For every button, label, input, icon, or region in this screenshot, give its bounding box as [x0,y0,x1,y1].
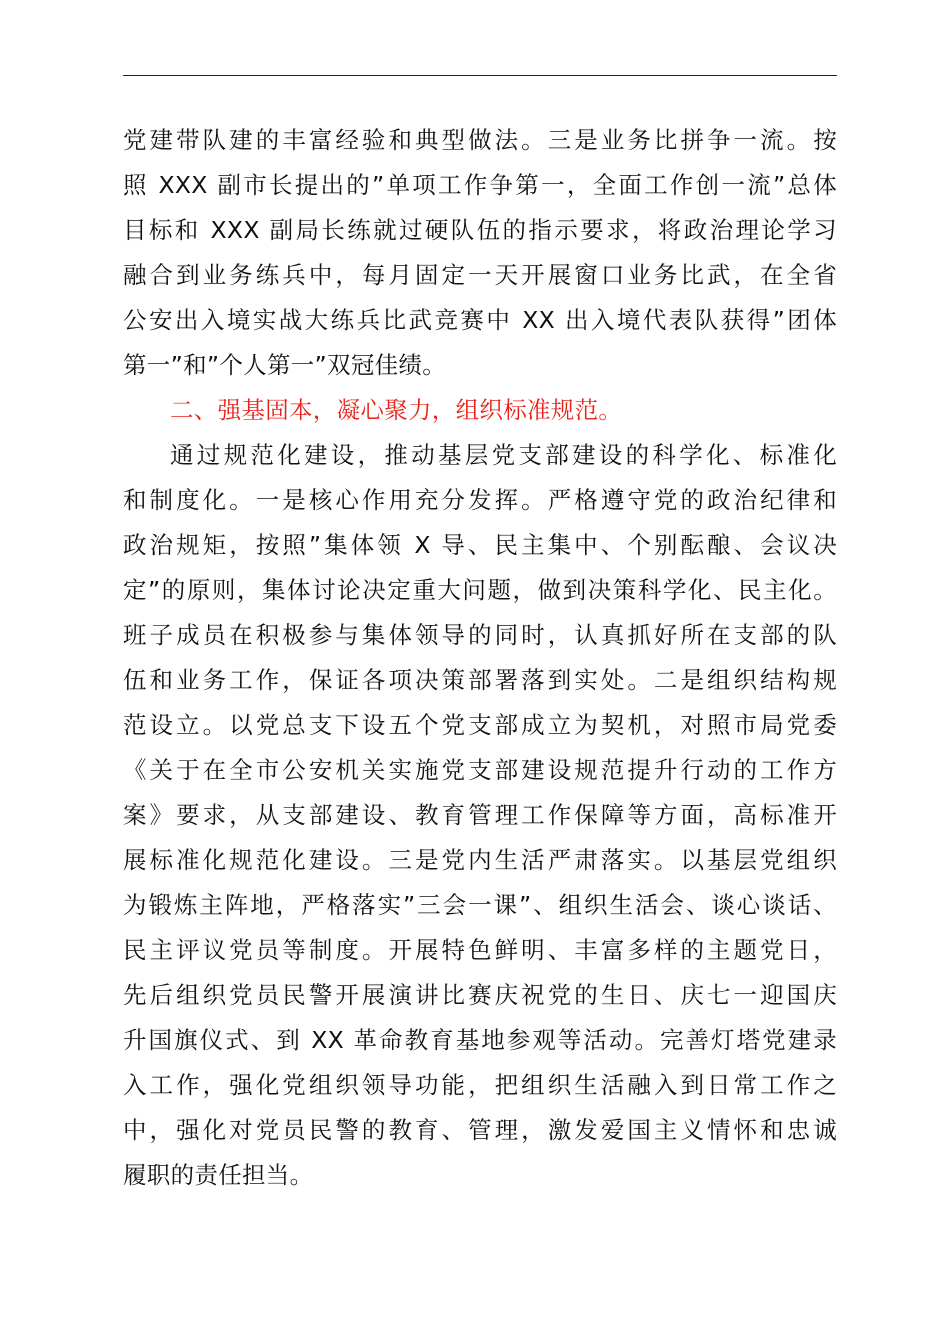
paragraph-line: 案》要求，从支部建设、教育管理工作保障等方面，高标准开 [123,801,837,829]
paragraph-line: 政治规矩，按照”集体领 X 导、民主集中、个别酝酿、会议决 [123,531,837,559]
document-body [123,118,837,1198]
paragraph-line: 先后组织党员民警开展演讲比赛庆祝党的生日、庆七一迎国庆 [123,981,837,1009]
paragraph-line: 党建带队建的丰富经验和典型做法。三是业务比拼争一流。按 [123,126,837,154]
paragraph-line: 伍和业务工作，保证各项决策部署落到实处。二是组织结构规 [123,666,837,694]
paragraph-line: 照 XXX 副市长提出的”单项工作争第一，全面工作创一流”总体 [123,171,837,199]
paragraph-line: 民主评议党员等制度。开展特色鲜明、丰富多样的主题党日， [123,936,837,964]
paragraph-1 [123,118,837,388]
paragraph-line: 《关于在全市公安机关实施党支部建设规范提升行动的工作方 [123,756,837,784]
paragraph-line: 入工作，强化党组织领导功能，把组织生活融入到日常工作之 [123,1071,837,1099]
paragraph-line: 和制度化。一是核心作用充分发挥。严格遵守党的政治纪律和 [123,486,837,514]
paragraph-line: 履职的责任担当。 [123,1161,314,1189]
paragraph-line: 为锻炼主阵地，严格落实”三会一课”、组织生活会、谈心谈话、 [123,891,837,919]
paragraph-2 [123,433,837,1198]
paragraph-line: 融合到业务练兵中，每月固定一天开展窗口业务比武，在全省 [123,261,837,289]
paragraph-line: 第一”和”个人第一”双冠佳绩。 [123,351,447,379]
paragraph-line: 通过规范化建设，推动基层党支部建设的科学化、标准化 [170,441,837,469]
paragraph-line: 目标和 XXX 副局长练就过硬队伍的指示要求，将政治理论学习 [123,216,837,244]
header-rule [123,75,837,76]
section-heading: 二、强基固本，凝心聚力，组织标准规范。 [170,396,623,424]
paragraph-line: 公安出入境实战大练兵比武竞赛中 XX 出入境代表队获得”团体 [123,306,837,334]
paragraph-line: 中，强化对党员民警的教育、管理，激发爱国主义情怀和忠诚 [123,1116,837,1144]
paragraph-line: 范设立。以党总支下设五个党支部成立为契机，对照市局党委 [123,711,837,739]
paragraph-line: 展标准化规范化建设。三是党内生活严肃落实。以基层党组织 [123,846,837,874]
paragraph-line: 班子成员在积极参与集体领导的同时，认真抓好所在支部的队 [123,621,837,649]
paragraph-line: 定”的原则，集体讨论决定重大问题，做到决策科学化、民主化。 [123,576,837,604]
paragraph-line: 升国旗仪式、到 XX 革命教育基地参观等活动。完善灯塔党建录 [123,1026,837,1054]
